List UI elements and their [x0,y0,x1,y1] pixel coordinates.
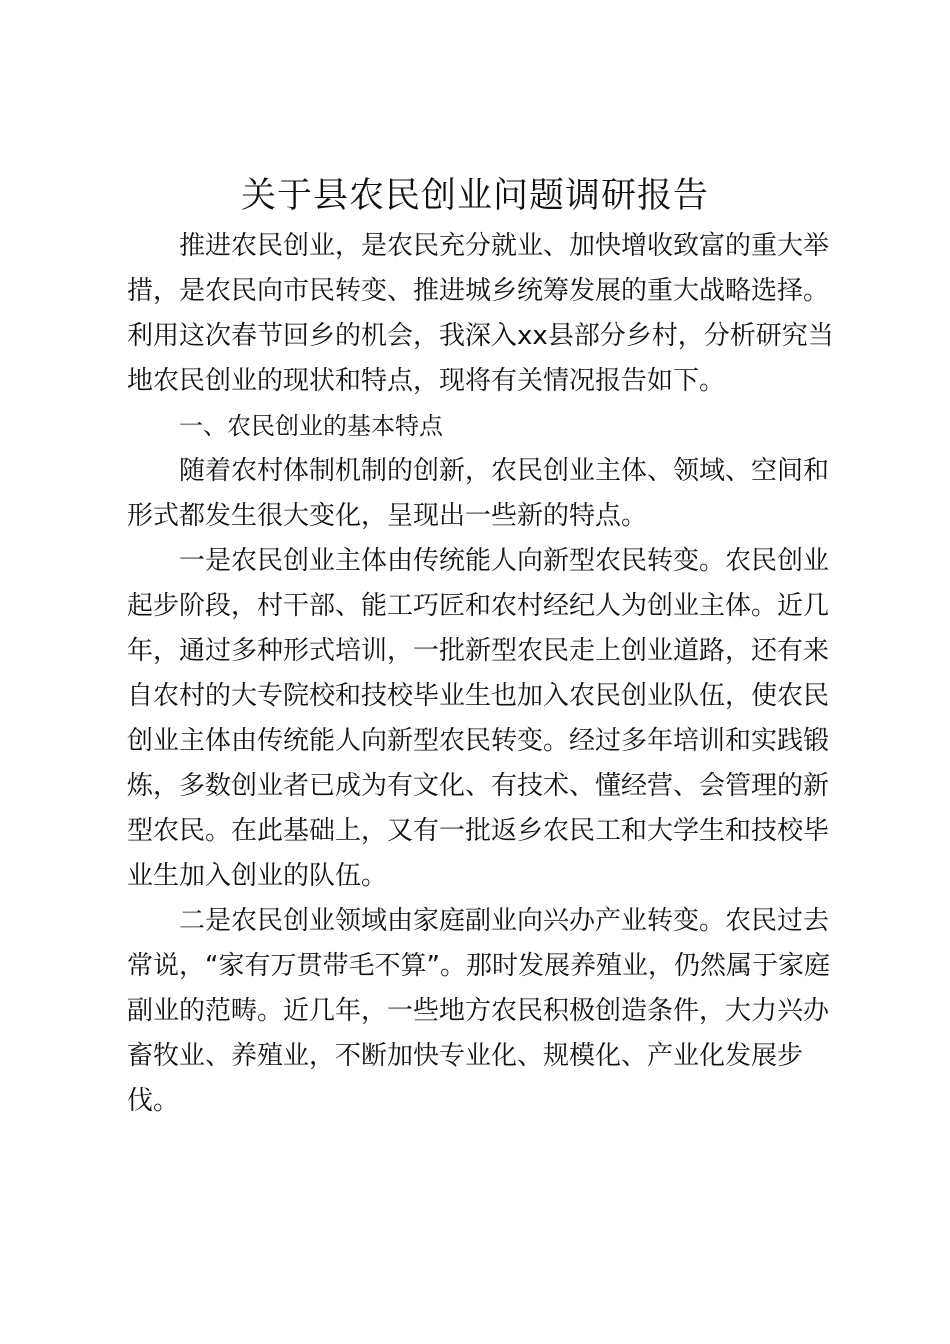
body-text-line: 畜牧业、养殖业，不断加快专业化、规模化、产业化发展步 [127,1041,804,1071]
body-text-line: 创业主体由传统能人向新型农民转变。经过多年培训和实践锻 [127,726,830,756]
body-text-line: 伐。 [127,1086,180,1116]
body-text-line: 利用这次春节回乡的机会，我深入xx县部分乡村，分析研究当 [127,321,834,351]
body-text-line: 地农民创业的现状和特点，现将有关情况报告如下。 [127,366,726,396]
body-text-line: 炼，多数创业者已成为有文化、有技术、懂经营、会管理的新 [127,771,830,801]
body-text-line: 一是农民创业主体由传统能人向新型农民转变。农民创业 [179,546,830,576]
body-text-line: 自农村的大专院校和技校毕业生也加入农民创业队伍，使农民 [127,681,830,711]
body-text-line: 业生加入创业的队伍。 [127,861,388,891]
document-title: 关于县农民创业问题调研报告 [240,176,709,216]
body-text-line: 副业的范畴。近几年，一些地方农民积极创造条件，大力兴办 [127,996,830,1026]
body-text-line: 推进农民创业，是农民充分就业、加快增收致富的重大举 [179,231,830,261]
body-text-line: 常说，“家有万贯带毛不算”。那时发展养殖业，仍然属于家庭 [127,951,830,981]
section-heading: 一、农民创业的基本特点 [179,412,443,440]
body-text-line: 措，是农民向市民转变、推进城乡统筹发展的重大战略选择。 [127,276,830,306]
body-text-line: 二是农民创业领域由家庭副业向兴办产业转变。农民过去 [179,906,830,936]
body-text-line: 年，通过多种形式培训，一批新型农民走上创业道路，还有来 [127,636,830,666]
body-text-line: 起步阶段，村干部、能工巧匠和农村经纪人为创业主体。近几 [127,591,830,621]
body-text-line: 形式都发生很大变化，呈现出一些新的特点。 [127,501,648,531]
body-text-line: 随着农村体制机制的创新，农民创业主体、领域、空间和 [179,456,830,486]
body-text-line: 型农民。在此基础上，又有一批返乡农民工和大学生和技校毕 [127,816,830,846]
